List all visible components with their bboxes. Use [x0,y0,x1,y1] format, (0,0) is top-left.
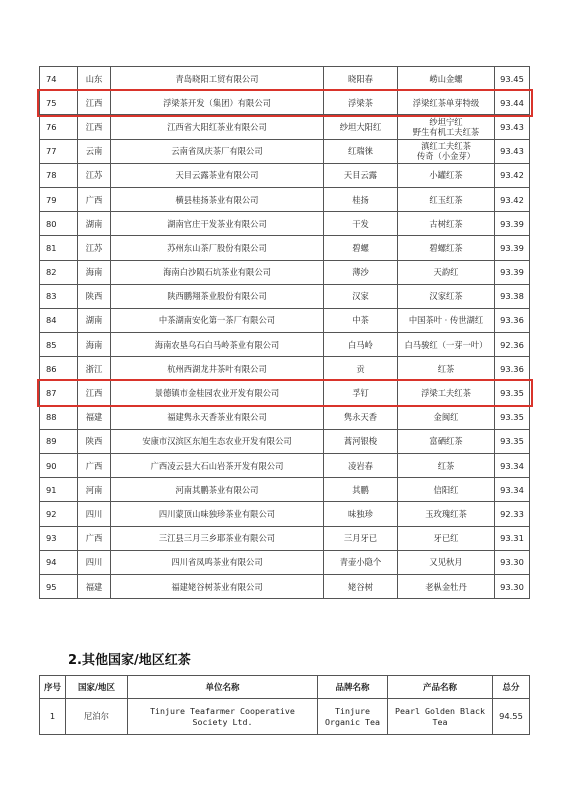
cell-brand: 隽永天香 [324,405,398,429]
cell-score: 93.42 [495,163,530,187]
cell-region: 陕西 [78,284,111,308]
cell-product [398,405,495,429]
product-line: 传奇（小金芽） [416,151,476,162]
cell-brand: 薄沙 [324,260,398,284]
cell-region: 河南 [78,478,111,502]
cell-product [398,429,495,453]
cell-brand: 姥谷树 [324,574,398,598]
cell-no: 81 [40,236,78,260]
cell-brand: 桂扬 [324,187,398,211]
product-line: 野生有机工夫红茶 [412,126,480,137]
product-line: 中国茶叶 · 传世湖红 [408,315,484,326]
product-line: 浮梁工夫红茶 [421,388,471,399]
cell-brand: 晓阳春 [324,67,398,91]
header-brand: 品牌名称 [318,676,388,699]
cell-region: 山东 [78,67,111,91]
cell-brand: 中茶 [324,308,398,332]
cell-no: 89 [40,429,78,453]
cell-company: 湖南官庄干发茶业有限公司 [111,212,324,236]
cell-score: 93.42 [495,187,530,211]
product-line: 牙已红 [433,533,459,544]
cell-company: 三江县三月三乡耶茶业有限公司 [111,526,324,550]
cell-no: 80 [40,212,78,236]
cell-score: 93.43 [495,139,530,163]
cell-brand: 天目云露 [324,163,398,187]
product-line: 崂山金螺 [429,73,463,84]
cell-product: Pearl Golden Black Tea [388,699,493,735]
cell-score: 93.39 [495,260,530,284]
cell-product [398,212,495,236]
product-line: 老枞金牡丹 [425,581,467,592]
cell-company: 青岛晓阳工贸有限公司 [111,67,324,91]
cell-brand: 红瑞徕 [324,139,398,163]
cell-brand [318,699,388,735]
product-line: 古树红茶 [429,218,463,229]
cell-product [398,333,495,357]
cell-company: 福建隽永天香茶业有限公司 [111,405,324,429]
cell-company: 横县桂扬茶业有限公司 [111,187,324,211]
cell-score: 93.35 [495,405,530,429]
table-row [40,405,530,429]
cell-product [398,115,495,139]
cell-brand: 其鹏 [324,478,398,502]
table-row [40,91,530,115]
cell-product [398,526,495,550]
cell-score: 93.44 [495,91,530,115]
table-row [40,260,530,284]
cell-region: 江西 [78,115,111,139]
cell-product [398,260,495,284]
cell-region: 浙江 [78,357,111,381]
product-line: 纱坦宁红 [429,116,463,127]
cell-company: 景德镇市金桂园农业开发有限公司 [111,381,324,405]
header-company: 单位名称 [128,676,318,699]
cell-no: 79 [40,187,78,211]
cell-region: 湖南 [78,308,111,332]
cell-no: 85 [40,333,78,357]
cell-no: 74 [40,67,78,91]
table-row [40,308,530,332]
cell-score: 93.30 [495,550,530,574]
cell-score: 93.31 [495,526,530,550]
product-line: 碧螺红茶 [429,242,463,253]
cell-product [398,308,495,332]
table-row [40,574,530,598]
cell-company: 广西凌云县大石山岩茶开发有限公司 [111,454,324,478]
table-row [40,526,530,550]
cell-region: 海南 [78,333,111,357]
product-line: 富硒红茶 [429,436,463,447]
product-line: 红茶 [437,460,455,471]
cell-no: 93 [40,526,78,550]
cell-product [398,478,495,502]
header-score: 总分 [493,676,530,699]
cell-product [398,502,495,526]
cell-region: 云南 [78,139,111,163]
cell-region: 福建 [78,405,111,429]
section-heading: 2.其他国家/地区红茶 [68,653,191,668]
cell-score: 94.55 [493,699,530,735]
cell-region: 广西 [78,526,111,550]
header-region: 国家/地区 [66,676,128,699]
cell-company: 天目云露茶业有限公司 [111,163,324,187]
cell-score: 93.34 [495,454,530,478]
cell-product [398,91,495,115]
table-row [40,699,530,735]
cell-brand: 白马岭 [324,333,398,357]
cell-no: 88 [40,405,78,429]
cell-no: 78 [40,163,78,187]
cell-score: 92.33 [495,502,530,526]
cell-company: 福建姥谷树茶业有限公司 [111,574,324,598]
cell-region: 江苏 [78,163,111,187]
cell-company: 陕西鹏翔茶业股份有限公司 [111,284,324,308]
cell-no: 86 [40,357,78,381]
product-line: 滇红工夫红茶 [421,141,471,152]
table-row [40,187,530,211]
cell-no: 87 [40,381,78,405]
product-line: 红玉红茶 [429,194,463,205]
cell-score: 93.39 [495,212,530,236]
cell-score: 93.38 [495,284,530,308]
table-row [40,429,530,453]
score-table-body [40,67,530,599]
cell-region: 江西 [78,91,111,115]
cell-product [398,187,495,211]
cell-product [398,139,495,163]
cell-no: 95 [40,574,78,598]
product-line: 玉玫瑰红茶 [425,508,467,519]
cell-brand: 干发 [324,212,398,236]
cell-no: 92 [40,502,78,526]
cell-score: 93.36 [495,357,530,381]
table-row [40,357,530,381]
cell-brand: 碧螺 [324,236,398,260]
cell-region: 广西 [78,454,111,478]
cell-score: 93.34 [495,478,530,502]
table-row [40,550,530,574]
cell-company: 安康市汉滨区东旭生态农业开发有限公司 [111,429,324,453]
cell-no: 94 [40,550,78,574]
cell-product [398,381,495,405]
table-row [40,454,530,478]
product-line: 信阳红 [433,484,459,495]
cell-region: 四川 [78,502,111,526]
cell-company: 海南白沙陨石坑茶业有限公司 [111,260,324,284]
cell-region: 四川 [78,550,111,574]
product-line: 金闽红 [433,412,459,423]
company-line: Tinjure Teafarmer Cooperative [150,705,295,716]
cell-product [398,454,495,478]
score-table [39,66,530,599]
company-line: Society Ltd. [192,716,253,727]
cell-product [398,357,495,381]
brand-line: Tinjure [335,705,370,716]
cell-company [128,699,318,735]
product-line: 汉家红茶 [429,291,463,302]
cell-brand: 浮梁茶 [324,91,398,115]
cell-region: 陕西 [78,429,111,453]
cell-brand: 味独珍 [324,502,398,526]
brand-line: Organic Tea [325,716,380,727]
table-row [40,502,530,526]
cell-product [398,67,495,91]
cell-company: 中茶湖南安化第一茶厂有限公司 [111,308,324,332]
cell-company: 云南省凤庆茶厂有限公司 [111,139,324,163]
cell-no: 1 [40,699,66,735]
table-row [40,478,530,502]
cell-company: 苏州东山茶厂股份有限公司 [111,236,324,260]
cell-no: 91 [40,478,78,502]
cell-score: 93.35 [495,381,530,405]
product-line: 白马骏红（一芽一叶） [404,339,488,350]
cell-no: 82 [40,260,78,284]
cell-product [398,574,495,598]
cell-brand: 青壶小隐个 [324,550,398,574]
cell-region: 福建 [78,574,111,598]
cell-region: 广西 [78,187,111,211]
cell-score: 93.36 [495,308,530,332]
cell-no: 84 [40,308,78,332]
table-row [40,139,530,163]
cell-company: 浮梁茶开发（集团）有限公司 [111,91,324,115]
other-region-table [39,675,530,735]
cell-score: 92.36 [495,333,530,357]
cell-brand: 三月牙已 [324,526,398,550]
cell-brand: 汉家 [324,284,398,308]
header-row [40,676,530,699]
cell-score: 93.39 [495,236,530,260]
cell-region: 江西 [78,381,111,405]
table-row [40,381,530,405]
header-no: 序号 [40,676,66,699]
table-row [40,333,530,357]
cell-no: 76 [40,115,78,139]
cell-company: 海南农垦乌石白马岭茶业有限公司 [111,333,324,357]
cell-brand: 孚钉 [324,381,398,405]
cell-company: 河南其鹏茶业有限公司 [111,478,324,502]
cell-product [398,550,495,574]
cell-brand: 纱坦大阳红 [324,115,398,139]
cell-company: 江西省大阳红茶业有限公司 [111,115,324,139]
cell-region: 海南 [78,260,111,284]
cell-no: 75 [40,91,78,115]
product-line: 又见秋月 [429,557,463,568]
table-row [40,115,530,139]
cell-brand: 凌岩春 [324,454,398,478]
cell-no: 77 [40,139,78,163]
cell-no: 90 [40,454,78,478]
cell-product [398,163,495,187]
header-product: 产品名称 [388,676,493,699]
table-row [40,67,530,91]
cell-region: 湖南 [78,212,111,236]
cell-company: 四川蒙顶山味独珍茶业有限公司 [111,502,324,526]
cell-score: 93.35 [495,429,530,453]
product-line: 浮梁红茶单芽特级 [412,97,480,108]
cell-region: 江苏 [78,236,111,260]
cell-brand: 贡 [324,357,398,381]
table-row [40,212,530,236]
cell-score: 93.30 [495,574,530,598]
product-line: 红茶 [437,363,455,374]
cell-company: 杭州西湖龙井茶叶有限公司 [111,357,324,381]
cell-company: 四川省凤鸣茶业有限公司 [111,550,324,574]
cell-region: 尼泊尔 [66,699,128,735]
cell-score: 93.43 [495,115,530,139]
cell-product [398,284,495,308]
cell-no: 83 [40,284,78,308]
cell-brand: 蒿河银梭 [324,429,398,453]
table-row [40,284,530,308]
table-row [40,163,530,187]
cell-score: 93.45 [495,67,530,91]
table-row [40,236,530,260]
product-line: 小罐红茶 [429,170,463,181]
cell-product [398,236,495,260]
product-line: 天韵红 [433,267,459,278]
